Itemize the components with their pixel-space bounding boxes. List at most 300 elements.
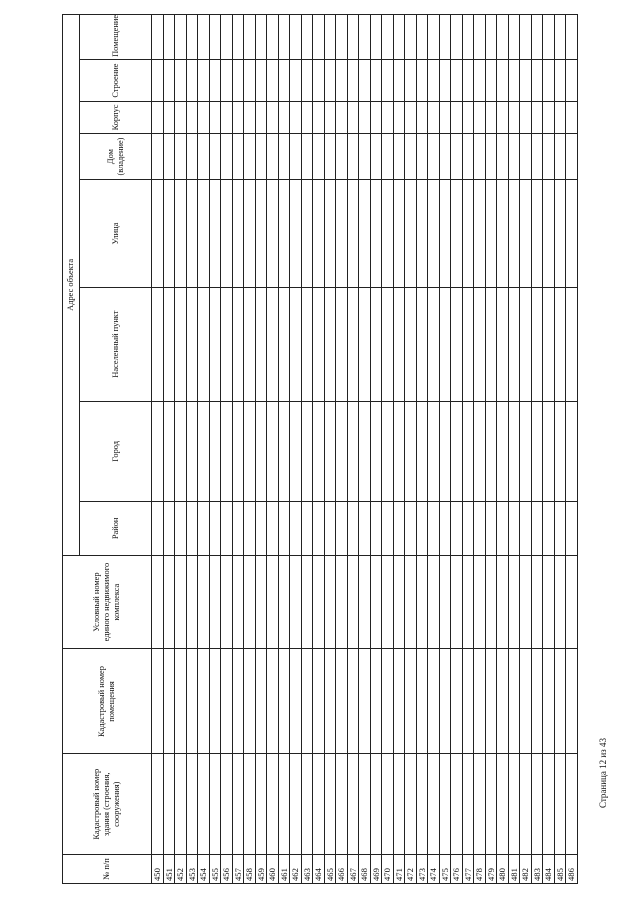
cell — [531, 287, 543, 401]
cell — [244, 555, 256, 649]
cell — [232, 59, 244, 101]
cell — [508, 754, 520, 855]
cell — [485, 59, 497, 101]
cell — [301, 502, 313, 556]
cell — [428, 133, 440, 180]
cell — [474, 502, 486, 556]
cell — [370, 102, 382, 133]
cell — [175, 59, 187, 101]
cell — [474, 15, 486, 60]
cell — [198, 555, 210, 649]
cell — [554, 180, 566, 287]
row-num: 462 — [290, 854, 302, 883]
row-num: 460 — [267, 854, 279, 883]
cell — [439, 180, 451, 287]
cell — [520, 133, 532, 180]
cell — [175, 401, 187, 502]
cell — [163, 287, 175, 401]
cell — [198, 15, 210, 60]
cell — [462, 102, 474, 133]
cell — [152, 15, 164, 60]
cell — [313, 133, 325, 180]
cell — [451, 102, 463, 133]
cell — [554, 133, 566, 180]
cell — [359, 555, 371, 649]
objects-table — [62, 14, 578, 884]
cell — [221, 401, 233, 502]
header-address-group: Адрес объекта — [63, 15, 80, 556]
cell — [485, 287, 497, 401]
cell — [393, 59, 405, 101]
cell — [428, 59, 440, 101]
cell — [221, 287, 233, 401]
table-row — [520, 15, 532, 884]
cell — [163, 555, 175, 649]
cell — [278, 180, 290, 287]
cell — [267, 133, 279, 180]
table-row — [324, 15, 336, 884]
cell — [301, 59, 313, 101]
cell — [347, 401, 359, 502]
cell — [221, 180, 233, 287]
cell — [439, 502, 451, 556]
table-row — [209, 15, 221, 884]
cell — [278, 555, 290, 649]
cell — [382, 59, 394, 101]
cell — [520, 649, 532, 754]
cell — [405, 754, 417, 855]
cell — [163, 59, 175, 101]
cell — [462, 180, 474, 287]
cell — [382, 180, 394, 287]
cell — [531, 401, 543, 502]
cell — [474, 59, 486, 101]
cell — [428, 102, 440, 133]
row-num: 483 — [531, 854, 543, 883]
cell — [290, 180, 302, 287]
cell — [267, 59, 279, 101]
cell — [163, 133, 175, 180]
cell — [520, 502, 532, 556]
cell — [508, 502, 520, 556]
cell — [301, 649, 313, 754]
table-row — [416, 15, 428, 884]
cell — [336, 502, 348, 556]
cell — [393, 401, 405, 502]
cell — [198, 754, 210, 855]
row-num: 456 — [221, 854, 233, 883]
cell — [416, 133, 428, 180]
row-num: 485 — [554, 854, 566, 883]
cell — [543, 555, 555, 649]
cell — [152, 133, 164, 180]
cell — [244, 59, 256, 101]
cell — [313, 180, 325, 287]
cell — [416, 59, 428, 101]
cell — [451, 59, 463, 101]
table-row — [462, 15, 474, 884]
cell — [566, 59, 578, 101]
cell — [244, 401, 256, 502]
cell — [554, 649, 566, 754]
cell — [175, 502, 187, 556]
cell — [508, 133, 520, 180]
cell — [232, 649, 244, 754]
cell — [416, 15, 428, 60]
header-building: Строение — [80, 59, 152, 101]
cell — [336, 649, 348, 754]
cell — [405, 555, 417, 649]
cell — [508, 401, 520, 502]
table-row — [508, 15, 520, 884]
row-num: 459 — [255, 854, 267, 883]
cell — [301, 555, 313, 649]
cell — [428, 649, 440, 754]
cell — [186, 649, 198, 754]
cell — [232, 180, 244, 287]
row-num: 474 — [428, 854, 440, 883]
cell — [554, 59, 566, 101]
cell — [405, 401, 417, 502]
cell — [405, 102, 417, 133]
cell — [359, 15, 371, 60]
cell — [566, 401, 578, 502]
cell — [198, 59, 210, 101]
cell — [566, 287, 578, 401]
cell — [531, 502, 543, 556]
cell — [267, 287, 279, 401]
cell — [543, 754, 555, 855]
cell — [382, 555, 394, 649]
table-row — [428, 15, 440, 884]
cell — [520, 287, 532, 401]
cell — [152, 180, 164, 287]
table-row — [255, 15, 267, 884]
cell — [405, 59, 417, 101]
cell — [186, 59, 198, 101]
table-row — [543, 15, 555, 884]
cell — [347, 555, 359, 649]
cell — [209, 15, 221, 60]
table-row — [221, 15, 233, 884]
cell — [439, 287, 451, 401]
cell — [278, 59, 290, 101]
row-num: 463 — [301, 854, 313, 883]
cell — [520, 180, 532, 287]
cell — [462, 15, 474, 60]
row-num: 473 — [416, 854, 428, 883]
header-house: Дом (владение) — [80, 133, 152, 180]
cell — [520, 401, 532, 502]
cell — [370, 502, 382, 556]
cell — [543, 180, 555, 287]
cell — [416, 754, 428, 855]
cell — [198, 401, 210, 502]
row-num: 470 — [382, 854, 394, 883]
cell — [267, 180, 279, 287]
cell — [347, 102, 359, 133]
cell — [267, 102, 279, 133]
table-row — [359, 15, 371, 884]
cell — [175, 102, 187, 133]
row-num: 486 — [566, 854, 578, 883]
cell — [439, 133, 451, 180]
table-row — [278, 15, 290, 884]
cell — [554, 287, 566, 401]
cell — [347, 649, 359, 754]
cell — [163, 502, 175, 556]
cell — [359, 287, 371, 401]
cell — [324, 15, 336, 60]
cell — [313, 555, 325, 649]
cell — [267, 401, 279, 502]
row-num: 466 — [336, 854, 348, 883]
cell — [428, 502, 440, 556]
table-row — [347, 15, 359, 884]
cell — [543, 102, 555, 133]
table-row — [244, 15, 256, 884]
cell — [232, 15, 244, 60]
cell — [474, 102, 486, 133]
cell — [393, 133, 405, 180]
cell — [347, 287, 359, 401]
cell — [186, 754, 198, 855]
cell — [255, 555, 267, 649]
cell — [290, 649, 302, 754]
cell — [359, 754, 371, 855]
cell — [278, 133, 290, 180]
cell — [462, 649, 474, 754]
cell — [428, 555, 440, 649]
cell — [255, 102, 267, 133]
cell — [313, 102, 325, 133]
cell — [255, 59, 267, 101]
cell — [393, 754, 405, 855]
cell — [554, 502, 566, 556]
cell — [221, 15, 233, 60]
cell — [221, 502, 233, 556]
cell — [520, 555, 532, 649]
cell — [198, 287, 210, 401]
cell — [324, 180, 336, 287]
cell — [336, 555, 348, 649]
cell — [370, 555, 382, 649]
cell — [485, 180, 497, 287]
cell — [370, 59, 382, 101]
cell — [485, 102, 497, 133]
cell — [255, 15, 267, 60]
cell — [255, 180, 267, 287]
cell — [198, 649, 210, 754]
cell — [508, 180, 520, 287]
cell — [163, 102, 175, 133]
cell — [382, 401, 394, 502]
cell — [324, 133, 336, 180]
table-row — [485, 15, 497, 884]
cell — [324, 502, 336, 556]
cell — [290, 754, 302, 855]
cell — [347, 502, 359, 556]
cell — [290, 133, 302, 180]
row-num: 455 — [209, 854, 221, 883]
cell — [221, 102, 233, 133]
table-row — [382, 15, 394, 884]
cell — [439, 649, 451, 754]
cell — [520, 59, 532, 101]
row-num: 482 — [520, 854, 532, 883]
cell — [359, 649, 371, 754]
cell — [566, 15, 578, 60]
cell — [370, 649, 382, 754]
cell — [232, 502, 244, 556]
cell — [163, 649, 175, 754]
cell — [347, 59, 359, 101]
cell — [531, 59, 543, 101]
cell — [416, 649, 428, 754]
cell — [324, 59, 336, 101]
cell — [336, 15, 348, 60]
cell — [232, 287, 244, 401]
cell — [370, 287, 382, 401]
table-row — [393, 15, 405, 884]
cell — [462, 502, 474, 556]
cell — [209, 287, 221, 401]
cell — [382, 649, 394, 754]
cell — [232, 102, 244, 133]
cell — [451, 555, 463, 649]
row-num: 457 — [232, 854, 244, 883]
cell — [255, 133, 267, 180]
cell — [382, 754, 394, 855]
row-num: 477 — [462, 854, 474, 883]
table-row — [301, 15, 313, 884]
table-body — [152, 15, 578, 884]
cell — [278, 15, 290, 60]
cell — [359, 102, 371, 133]
table-row — [405, 15, 417, 884]
cell — [554, 102, 566, 133]
row-num: 471 — [393, 854, 405, 883]
cell — [290, 555, 302, 649]
cell — [416, 102, 428, 133]
cell — [244, 754, 256, 855]
cell — [336, 102, 348, 133]
cell — [485, 754, 497, 855]
cell — [508, 59, 520, 101]
cell — [336, 287, 348, 401]
cell — [416, 555, 428, 649]
cell — [451, 649, 463, 754]
cell — [428, 15, 440, 60]
cell — [324, 555, 336, 649]
cell — [543, 15, 555, 60]
row-num: 472 — [405, 854, 417, 883]
cell — [405, 287, 417, 401]
cell — [301, 180, 313, 287]
cell — [290, 15, 302, 60]
cell — [428, 287, 440, 401]
cell — [163, 15, 175, 60]
cell — [554, 401, 566, 502]
cell — [531, 555, 543, 649]
cell — [301, 102, 313, 133]
cell — [290, 59, 302, 101]
cell — [301, 133, 313, 180]
cell — [497, 502, 509, 556]
cell — [347, 133, 359, 180]
header-street: Улица — [80, 180, 152, 287]
cell — [428, 401, 440, 502]
cell — [428, 754, 440, 855]
cell — [462, 555, 474, 649]
cell — [393, 502, 405, 556]
cell — [324, 649, 336, 754]
row-num: 454 — [198, 854, 210, 883]
cell — [313, 401, 325, 502]
cell — [301, 401, 313, 502]
cell — [508, 555, 520, 649]
cell — [313, 287, 325, 401]
row-num: 478 — [474, 854, 486, 883]
cell — [382, 502, 394, 556]
row-num: 467 — [347, 854, 359, 883]
cell — [209, 555, 221, 649]
cell — [554, 15, 566, 60]
cell — [278, 502, 290, 556]
cell — [347, 754, 359, 855]
table-row — [186, 15, 198, 884]
cell — [221, 59, 233, 101]
cell — [175, 649, 187, 754]
cell — [232, 133, 244, 180]
cell — [531, 133, 543, 180]
cell — [382, 133, 394, 180]
cell — [566, 555, 578, 649]
cell — [531, 754, 543, 855]
cell — [152, 649, 164, 754]
row-num: 479 — [485, 854, 497, 883]
cell — [393, 15, 405, 60]
cell — [543, 401, 555, 502]
cell — [451, 401, 463, 502]
header-num: № п/п — [63, 854, 152, 883]
cell — [336, 401, 348, 502]
cell — [175, 287, 187, 401]
table-row — [474, 15, 486, 884]
header-cond-num: Условный номер единого недвижимого комплекса — [63, 555, 152, 649]
cell — [508, 649, 520, 754]
cell — [186, 401, 198, 502]
cell — [566, 754, 578, 855]
cell — [543, 133, 555, 180]
cell — [359, 59, 371, 101]
cell — [313, 59, 325, 101]
cell — [255, 401, 267, 502]
row-num: 450 — [152, 854, 164, 883]
cell — [439, 15, 451, 60]
cell — [244, 15, 256, 60]
cell — [313, 502, 325, 556]
cell — [393, 102, 405, 133]
cell — [370, 180, 382, 287]
cell — [255, 649, 267, 754]
cell — [462, 754, 474, 855]
table-row — [313, 15, 325, 884]
cell — [416, 180, 428, 287]
cell — [359, 401, 371, 502]
cell — [416, 287, 428, 401]
cell — [221, 133, 233, 180]
